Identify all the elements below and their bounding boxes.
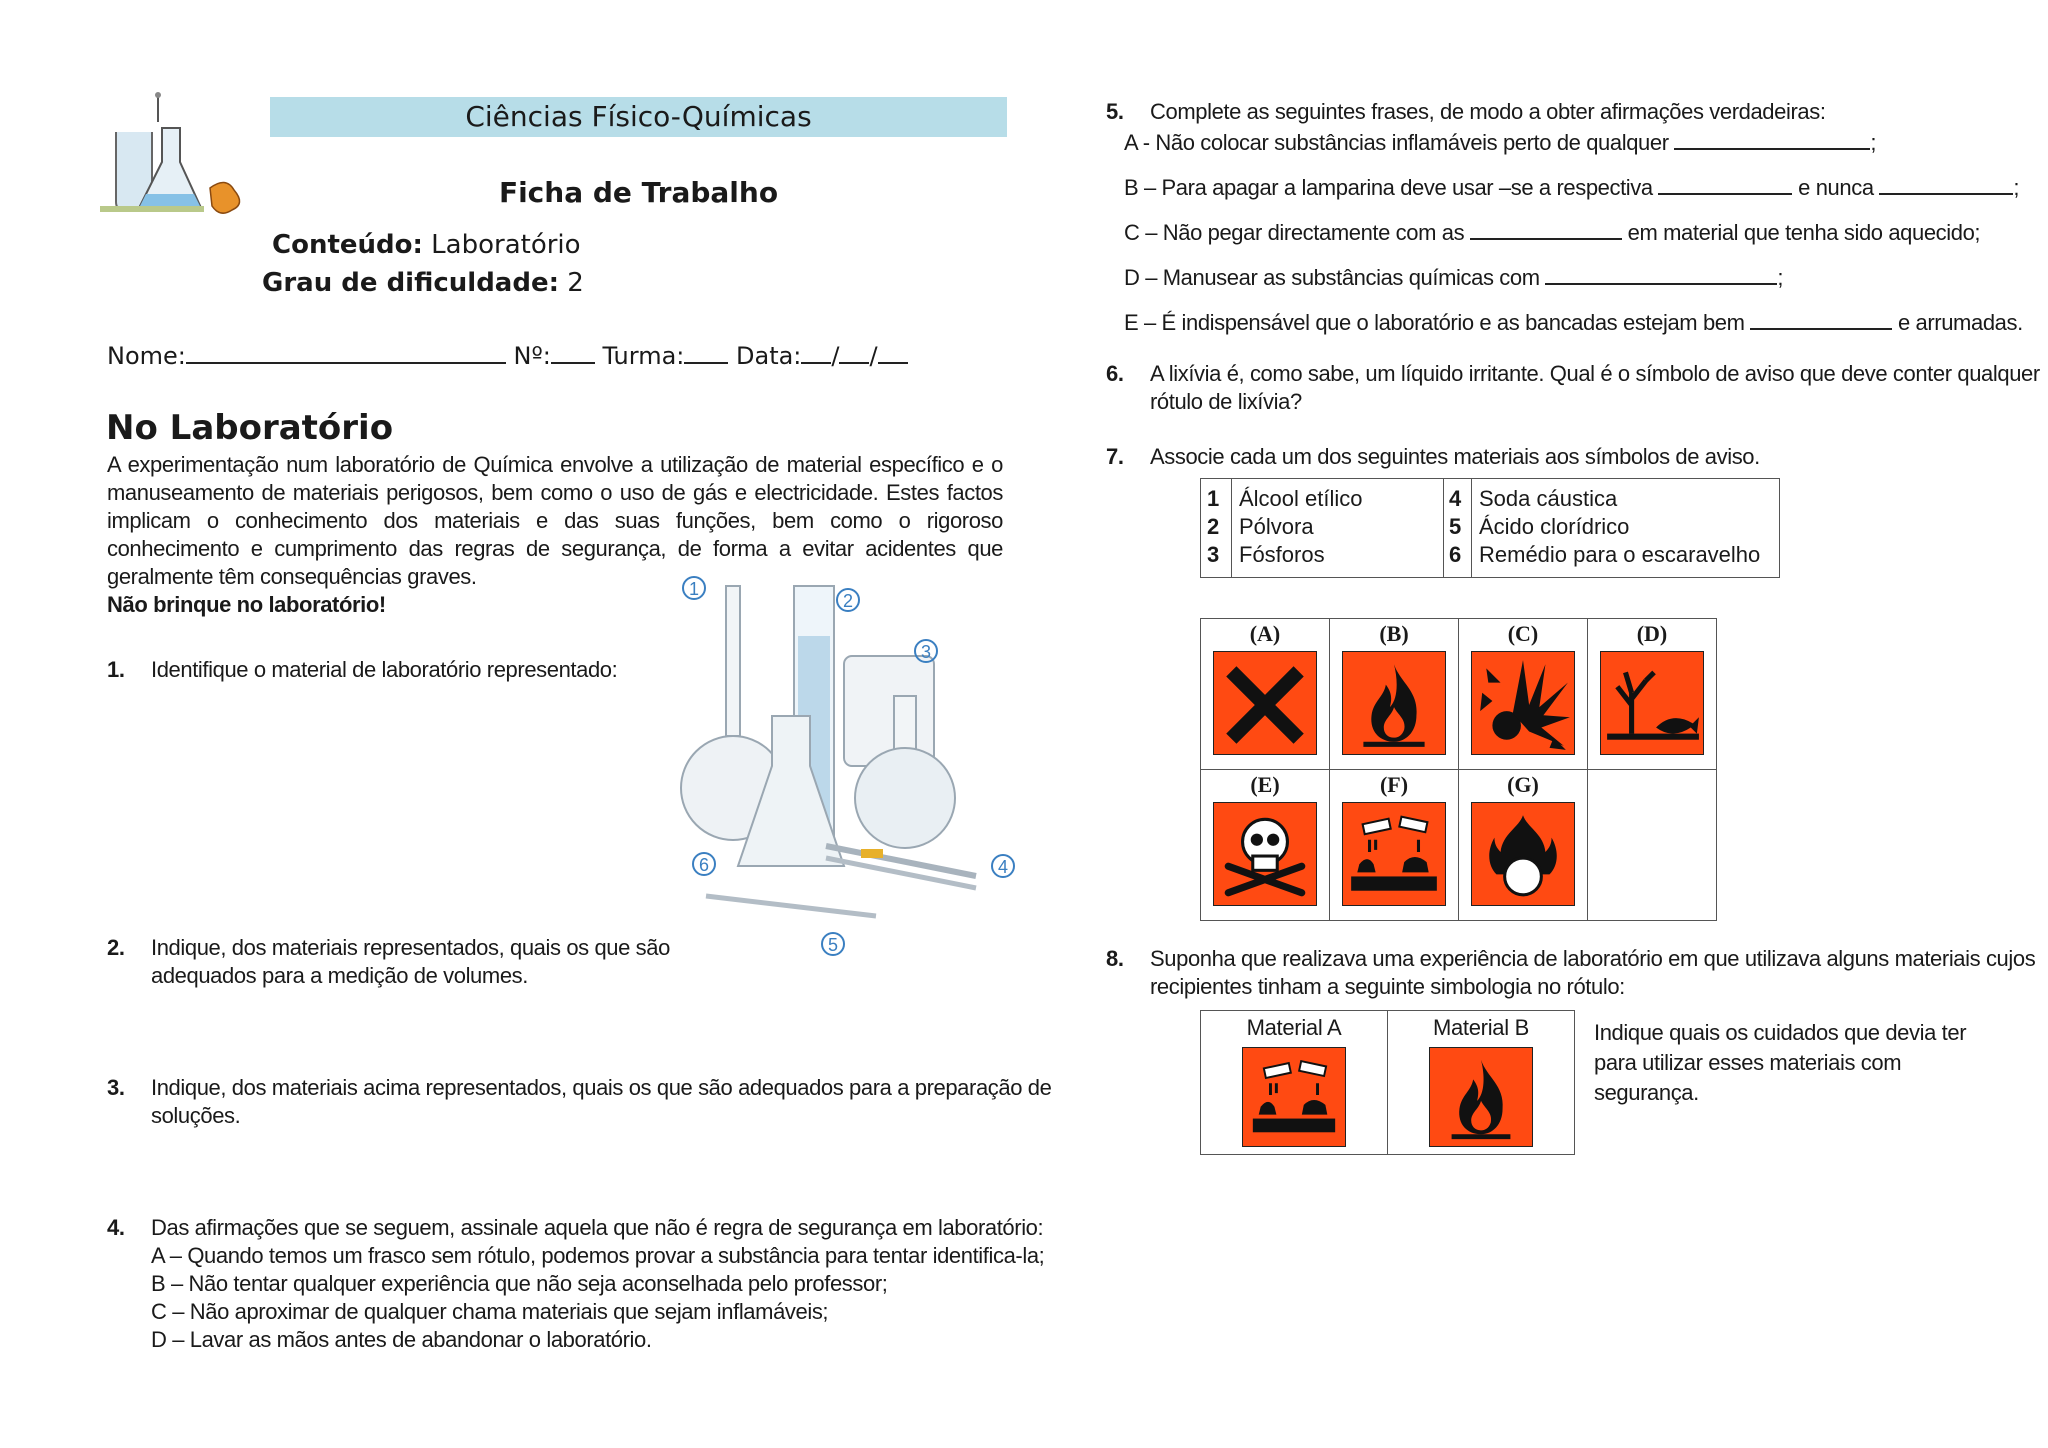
material-b-label: Material B [1432,1015,1530,1040]
sentence-b: B – Para apagar a lamparina deve usar –se a respectiva [1124,175,1653,200]
subject-title-bar [270,97,1007,137]
corrosive-icon [1342,802,1446,906]
material-name: Álcool etílico [1239,486,1363,511]
hazard-label: (G) [1507,772,1539,797]
punctuation: ; [1777,265,1784,290]
sentence-b-cont: e nunca [1798,175,1874,200]
material-row [1201,513,1369,541]
material-name: Pólvora [1239,514,1314,539]
date-day-field[interactable] [801,340,831,364]
figure-label-1: 1 [688,579,700,599]
question-text-cont: adequados para a medição de volumes. [151,963,528,988]
materials-right-col [1443,479,1779,577]
question-5 [1106,98,2023,337]
question-8-instruction [1594,1018,1994,1108]
material-name: Ácido clorídrico [1479,514,1630,539]
flammable-flame-icon [1342,651,1446,755]
lab-equipment-figure [676,566,1026,966]
sentence-e-cont: e arrumadas. [1897,310,2023,335]
material-number: 2 [1207,514,1220,539]
question-number: 1. [107,657,125,682]
material-number: 5 [1449,514,1462,539]
question-text-cont: recipientes tinham a seguinte simbologia no rótulo: [1150,974,1625,999]
material-number: 1 [1207,486,1220,511]
material-row [1201,541,1369,569]
question-number: 7. [1106,444,1124,469]
hazard-cell-f [1330,770,1459,921]
question-text: Suponha que realizava uma experiência de laboratório em que utilizava alguns materiais cujos [1150,946,2036,971]
material-a-cell [1201,1011,1388,1155]
material-row [1443,485,1766,513]
explosive-icon [1471,651,1575,755]
blank-b1[interactable] [1658,171,1792,195]
subject-title: Ciências Físico-Químicas [465,100,812,133]
question-4 [107,1214,1044,1354]
figure-label-6: 6 [698,855,710,875]
harmful-x-icon [1213,651,1317,755]
hazard-cell-g [1459,770,1588,921]
question-number: 6. [1106,361,1124,386]
date-label: Data: [736,342,802,370]
material-b-cell [1388,1011,1575,1155]
question-7 [1106,443,1760,471]
sentence-e: E – É indispensável que o laboratório e as bancadas estejam bem [1124,310,1745,335]
hazard-cell-d [1588,619,1717,770]
class-field[interactable] [684,340,728,364]
question-number: 4. [107,1215,125,1240]
toxic-skull-icon [1213,802,1317,906]
question-text: Identifique o material de laboratório representado: [151,657,618,682]
hazard-label: (E) [1250,772,1280,797]
sentence-c: C – Não pegar directamente com as [1124,220,1465,245]
hazard-cell-b [1330,619,1459,770]
name-label: Nome: [107,342,186,370]
question-3 [107,1074,1051,1130]
material-name: Soda cáustica [1479,486,1618,511]
hazard-label: (A) [1249,621,1281,646]
difficulty-value: 2 [567,268,584,298]
difficulty-line [262,268,584,298]
sentence-c-cont: em material que tenha sido aquecido; [1627,220,1981,245]
question-1 [107,656,617,684]
question-number: 5. [1106,99,1124,124]
option-a[interactable]: A – Quando temos um frasco sem rótulo, podemos provar a substância para tentar identifica-la; [151,1243,1045,1268]
question-text: Complete as seguintes frases, de modo a obter afirmações verdadeiras: [1150,99,1826,124]
hazard-cell-a [1201,619,1330,770]
flammable-flame-icon [1429,1047,1533,1147]
option-d[interactable]: D – Lavar as mãos antes de abandonar o laboratório. [151,1327,652,1352]
environment-hazard-icon [1600,651,1704,755]
content-value: Laboratório [431,230,581,260]
hazard-symbols-grid [1200,618,1717,921]
instruction-line: segurança. [1594,1080,1699,1105]
intro-text: A experimentação num laboratório de Química envolve a utilização de material específico e o manuseamento de materiais perigosos, bem como o uso de gás e electricidade. Estes factos implicam o conhecimento dos materiais e das suas funções, bem como o rigoroso conhecimento e cumprimento das regras de segurança, de forma a evitar acidentes que geralmente têm consequências graves. [107,452,1003,589]
doc-title: Ficha de Trabalho [498,176,779,209]
figure-label-4: 4 [997,857,1009,877]
date-month-field[interactable] [839,340,869,364]
materials-table [1200,478,1780,578]
student-info-line [107,340,908,370]
materials-left-col [1201,479,1444,577]
material-row [1443,541,1766,569]
hazard-label: (C) [1507,621,1539,646]
question-text: A lixívia é, como sabe, um líquido irritante. Qual é o símbolo de aviso que deve conter qualquer [1150,361,2040,386]
question-number: 2. [107,935,125,960]
warning-text: Não brinque no laboratório! [107,592,386,617]
sentence-a: A - Não colocar substâncias inflamáveis perto de qualquer [1124,130,1669,155]
question-2 [107,934,670,990]
option-c[interactable]: C – Não aproximar de qualquer chama materiais que sejam inflamáveis; [151,1299,829,1324]
corrosive-icon [1242,1047,1346,1147]
hazard-label: (B) [1379,621,1409,646]
material-number: 4 [1449,486,1462,511]
blank-b2[interactable] [1879,171,2013,195]
question-text: Indique, dos materiais representados, quais os que são [151,935,670,960]
blank-c[interactable] [1470,216,1622,240]
material-number: 3 [1207,542,1220,567]
date-separator: / [831,342,840,370]
punctuation: ; [2013,175,2020,200]
name-field[interactable] [186,340,506,364]
material-row [1201,485,1369,513]
number-field[interactable] [551,340,595,364]
punctuation: ; [1870,130,1877,155]
date-separator: / [869,342,878,370]
blank-d[interactable] [1545,261,1777,285]
material-row [1443,513,1766,541]
question-text-cont: rótulo de lixívia? [1150,389,1302,414]
question-number: 3. [107,1075,125,1100]
question-6 [1106,360,2040,416]
content-line [272,230,581,260]
hazard-cell-c [1459,619,1588,770]
content-label: Conteúdo: [272,230,423,260]
hazard-label: (F) [1379,772,1409,797]
question-text-cont: soluções. [151,1103,241,1128]
material-a-label: Material A [1246,1015,1342,1040]
instruction-line: para utilizar esses materiais com [1594,1050,1902,1075]
oxidizing-icon [1471,802,1575,906]
material-name: Remédio para o escaravelho [1479,542,1761,567]
question-text: Associe cada um dos seguintes materiais aos símbolos de aviso. [1150,444,1760,469]
hazard-cell-empty [1588,770,1717,921]
question-text: Das afirmações que se seguem, assinale aquela que não é regra de segurança em laboratório: [151,1215,1044,1240]
figure-label-2: 2 [842,591,854,611]
question-number: 8. [1106,946,1124,971]
instruction-line: Indique quais os cuidados que devia ter [1594,1020,1967,1045]
number-label: Nº: [513,342,551,370]
date-year-field[interactable] [878,340,908,364]
question-text: Indique, dos materiais acima representados, quais os que são adequados para a preparação de [151,1075,1052,1100]
lab-flask-clipart [98,92,248,222]
sentence-d: D – Manusear as substâncias químicas com [1124,265,1540,290]
difficulty-label: Grau de dificuldade: [262,268,559,298]
material-name: Fósforos [1239,542,1325,567]
hazard-label: (D) [1636,621,1668,646]
option-b[interactable]: B – Não tentar qualquer experiência que não seja aconselhada pelo professor; [151,1271,888,1296]
question-8 [1106,945,2035,1001]
material-number: 6 [1449,542,1462,567]
hazard-cell-e [1201,770,1330,921]
blank-e[interactable] [1750,306,1892,330]
figure-label-5: 5 [827,935,839,955]
section-title: No Laboratório [106,408,394,448]
materials-label-table [1200,1010,1575,1155]
blank-a[interactable] [1674,126,1870,150]
figure-label-3: 3 [920,642,932,662]
class-label: Turma: [602,342,685,370]
